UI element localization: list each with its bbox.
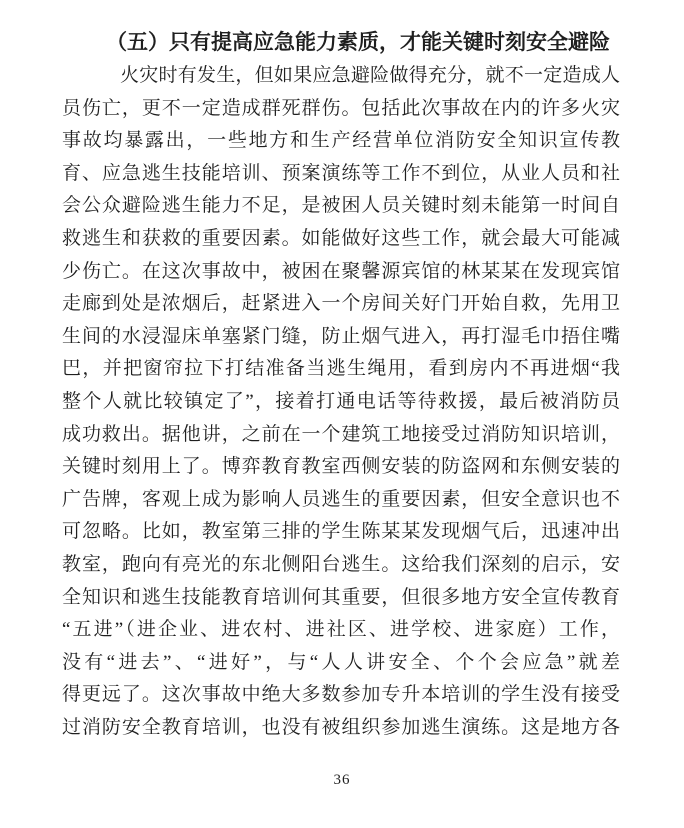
text-line: 事故均暴露出，一些地方和生产经营单位消防安全知识宣传教 (62, 130, 620, 152)
text-line: 整个人就比较镇定了”，接着打通电话等待救援，最后被消防员 (62, 390, 620, 412)
text-line: 没有“进去”、“进好”，与“人人讲安全、个个会应急”就差 (62, 651, 620, 673)
page-number: 36 (333, 772, 351, 788)
text-line: 成功救出。据他讲，之前在一个建筑工地接受过消防知识培训， (62, 423, 620, 445)
body-paragraph (62, 60, 620, 744)
text-line: 得更远了。这次事故中绝大多数参加专升本培训的学生没有接受 (62, 684, 620, 706)
text-line: 生间的水浸湿床单塞紧门缝，防止烟气进入，再打湿毛巾捂住嘴 (62, 325, 620, 347)
text-line: “五进”（进企业、进农村、进社区、进学校、进家庭）工作， (62, 619, 620, 641)
section-heading: （五）只有提高应急能力素质，才能关键时刻安全避险 (106, 30, 610, 54)
text-line: 可忽略。比如，教室第三排的学生陈某某发现烟气后，迅速冲出 (62, 521, 620, 543)
text-line: 全知识和逃生技能教育培训何其重要，但很多地方安全宣传教育 (62, 586, 620, 608)
text-line: 会公众避险逃生能力不足，是被困人员关键时刻未能第一时间自 (62, 195, 620, 217)
text-line: 关键时刻用上了。博弈教育教室西侧安装的防盗网和东侧安装的 (62, 456, 620, 478)
text-line: 教室，跑向有亮光的东北侧阳台逃生。这给我们深刻的启示，安 (62, 553, 620, 575)
text-line: 广告牌，客观上成为影响人员逃生的重要因素，但安全意识也不 (62, 488, 620, 510)
text-line: 走廊到处是浓烟后，赶紧进入一个房间关好门开始自救，先用卫 (62, 293, 620, 315)
text-line: 巴，并把窗帘拉下打结准备当逃生绳用，看到房内不再进烟“我 (62, 358, 620, 380)
text-line: 员伤亡，更不一定造成群死群伤。包括此次事故在内的许多火灾 (62, 97, 620, 119)
text-line: 救逃生和获救的重要因素。如能做好这些工作，就会最大可能减 (62, 227, 620, 249)
text-line: 火灾时有发生，但如果应急避险做得充分，就不一定造成人 (120, 65, 620, 86)
text-line: 过消防安全教育培训，也没有被组织参加逃生演练。这是地方各 (62, 716, 620, 738)
text-line: 少伤亡。在这次事故中，被困在聚馨源宾馆的林某某在发现宾馆 (62, 260, 620, 282)
text-line: 育、应急逃生技能培训、预案演练等工作不到位，从业人员和社 (62, 162, 620, 184)
